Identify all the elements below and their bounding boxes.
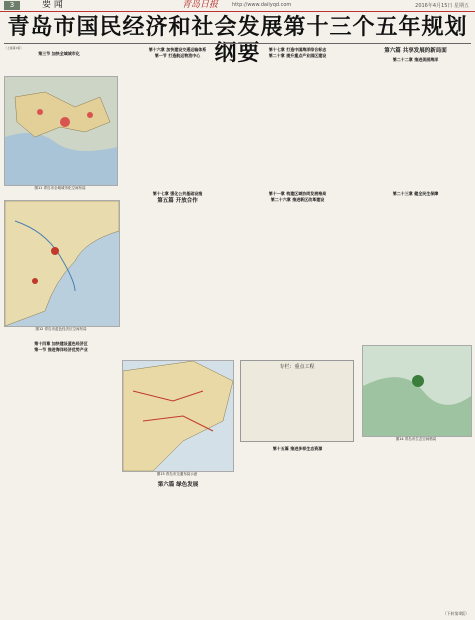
col1-heading-2: 第十四章 加快建设蓝色经济区 [34, 341, 88, 346]
column-4-bottom [362, 445, 470, 605]
headline-rule [4, 43, 471, 44]
masthead [0, 0, 475, 12]
col3-heading-5: 第十五篇 推进多样生态资源 [272, 446, 323, 451]
map-4-svg [363, 346, 471, 436]
map-figure-2 [4, 200, 120, 327]
col4-heading-1: 第六篇 共享发展的新局面 [384, 48, 447, 54]
map-4-caption: 图14 青岛市生态空间格局 [395, 437, 437, 441]
column-3-middle [240, 190, 355, 340]
map-figure-3 [122, 360, 234, 472]
column-4-top [360, 46, 471, 186]
info-box [240, 360, 354, 442]
map-2-caption: 图12 青岛市蓝色经济区空间布局 [35, 327, 87, 331]
col1-heading-3: 第一节 推进海洋经济优势产业 [34, 347, 88, 352]
col3-heading-3: 第十一章 构建区域协同发展格局 [268, 191, 327, 196]
col3-heading-4: 第二十六章 推进新区改革建设 [270, 197, 325, 202]
col2-heading-1: 第十六章 加快建设交通运输体系 [148, 47, 207, 52]
col4-heading-3: 第二十三章 健全民生保障 [392, 191, 439, 196]
lead-text: （上接第1版） [4, 46, 24, 50]
col3-heading-2: 第二十章 提升重点产业园区建设 [268, 53, 327, 58]
map-2-svg [5, 201, 119, 326]
column-3-top [240, 46, 355, 186]
map-1-caption: 图11 青岛市全域城市化空间布局 [34, 186, 86, 190]
column-4-middle [360, 190, 471, 340]
col2-heading-4: 第五篇 开放合作 [157, 198, 198, 204]
map-figure-4 [362, 345, 472, 437]
col2-heading-5: 第六篇 绿色发展 [157, 482, 199, 488]
info-box-title: 专栏：重点工程 [279, 364, 315, 370]
col2-heading-3: 第十七章 强化公共基础设施 [152, 191, 203, 196]
column-2-bottom [122, 480, 234, 610]
column-1-lead [4, 46, 114, 74]
col1-heading-1: 第三节 加快全域城市化 [38, 51, 80, 56]
map-3-svg [123, 361, 233, 471]
col4-heading-2: 第二十二章 推进美丽海洋 [392, 57, 439, 62]
column-3-bottom [240, 445, 355, 605]
page-number: 3 [4, 1, 20, 10]
map-1-svg [5, 77, 117, 185]
main-headline: 青岛市国民经济和社会发展第十三个五年规划纲要 [7, 14, 468, 66]
column-2-middle [120, 190, 235, 340]
section-title: 要 闻 [42, 0, 63, 10]
continued-note: （下转第4版） [442, 611, 469, 616]
map-3-caption: 图13 青岛市交通布局示意 [156, 472, 198, 476]
column-1-lower [4, 340, 118, 540]
col2-heading-2: 第一节 打造航运物流中心 [154, 53, 201, 58]
website-url[interactable]: http://www.dailyqd.com [232, 2, 292, 8]
newspaper-logo: 青岛日报 [182, 0, 219, 10]
col3-heading-1: 第十七章 打造中国海洋综合标志 [268, 47, 327, 52]
issue-date: 2016年4月15日 星期五 [415, 3, 469, 9]
map-figure-1 [4, 76, 118, 186]
column-2-top [120, 46, 235, 186]
